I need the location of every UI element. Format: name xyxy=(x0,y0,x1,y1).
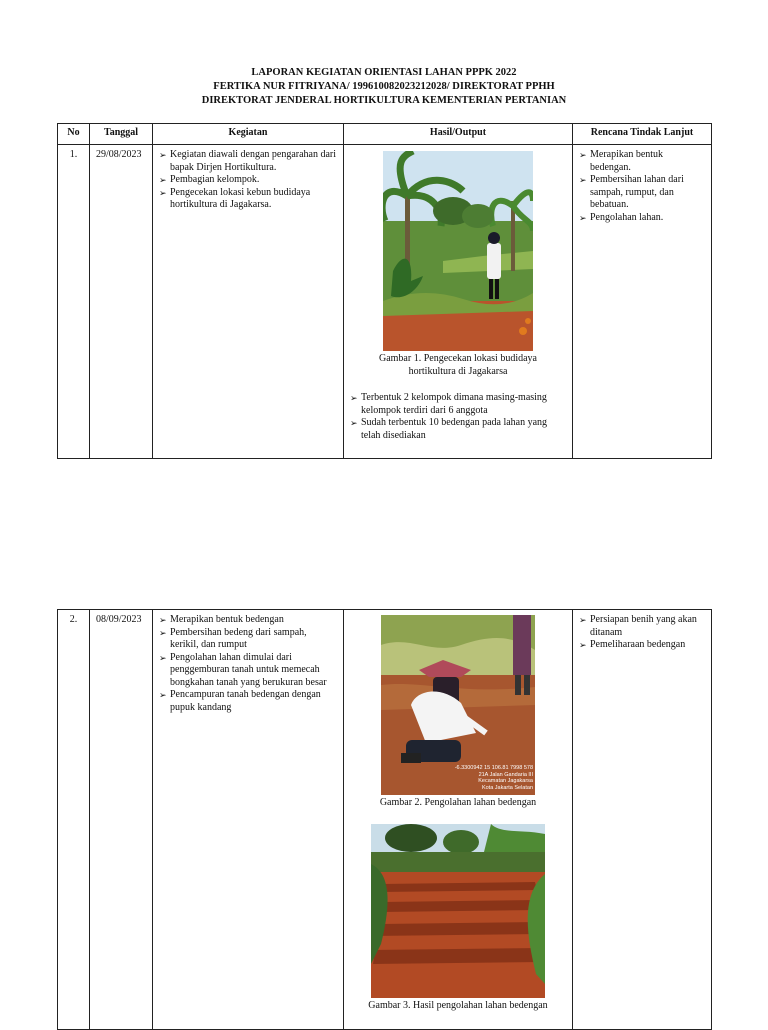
photo-tillage-frame xyxy=(381,615,535,795)
col-header-no: No xyxy=(58,124,90,145)
geotag-coords: -6.3300942 15 106.81 7998 578 xyxy=(454,765,533,771)
col-header-hasil: Hasil/Output xyxy=(344,124,573,145)
row-rencana xyxy=(573,610,712,1030)
geotag-street: 21A Jalan Gandaria III xyxy=(478,771,533,778)
table-row xyxy=(58,610,712,1030)
report-directorate: DIREKTORAT JENDERAL HORTIKULTURA KEMENTERIAN PERTANIAN xyxy=(201,95,567,106)
table-row xyxy=(58,145,712,459)
list-item: ➢ Pembagian kelompok. xyxy=(159,174,337,187)
report-table-page1 xyxy=(57,123,712,459)
geotag-district: Kecamatan Jagakarsa xyxy=(478,778,533,784)
photo-field-check xyxy=(383,151,533,351)
list-item: ➢ Pemeliharaan bedengan xyxy=(579,639,705,652)
list-item: ➢ Terbentuk 2 kelompok dimana masing-masing kelompok terdiri dari 6 anggota xyxy=(350,392,566,417)
list-item: ➢ Pengolahan lahan dimulai dari penggemburan tanah untuk memecah bongkahan tanah yang berukuran besar xyxy=(159,652,337,690)
row-hasil xyxy=(344,610,573,1030)
row-kegiatan xyxy=(153,145,344,459)
photo-caption: Gambar 3. Hasil pengolahan lahan bedengan xyxy=(368,999,548,1011)
geotag-city: Kota Jakarta Selatan xyxy=(481,784,533,791)
col-header-kegiatan: Kegiatan xyxy=(153,124,344,145)
list-item: ➢ Persiapan benih yang akan ditanam xyxy=(579,614,705,639)
photo-caption: Gambar 1. Pengecekan lokasi budidaya hortikultura di Jagakarsa xyxy=(378,353,537,377)
photo-caption: Gambar 2. Pengolahan lahan bedengan xyxy=(379,797,537,808)
report-author: FERTIKA NUR FITRIYANA/ 199610082023212028/ DIREKTORAT PPHH xyxy=(213,81,555,92)
list-item: ➢ Pembersihan bedeng dari sampah, kerikil, dan rumput xyxy=(159,627,337,652)
report-table-page2 xyxy=(57,609,712,1030)
row-rencana xyxy=(573,145,712,459)
report-header xyxy=(0,66,768,108)
list-item: ➢ Pencampuran tanah bedengan dengan pupuk kandang xyxy=(159,689,337,714)
table-header-row xyxy=(58,124,712,145)
list-item: ➢ Kegiatan diawali dengan pengarahan dari bapak Dirjen Hortikultura. xyxy=(159,149,337,174)
report-title: LAPORAN KEGIATAN ORIENTASI LAHAN PPPK 2022 xyxy=(251,67,517,78)
list-item: ➢ Pengecekan lokasi kebun budidaya hortikultura di Jagakarsa. xyxy=(159,187,337,212)
row-no: 2. xyxy=(58,610,90,1030)
photo-geotag-overlay xyxy=(455,765,533,791)
list-item: ➢ Merapikan bentuk bedengan xyxy=(159,614,337,627)
row-hasil xyxy=(344,145,573,459)
row-kegiatan xyxy=(153,610,344,1030)
list-item: ➢ Pengolahan lahan. xyxy=(579,212,705,225)
list-item: ➢ Pembersihan lahan dari sampah, rumput, dan bebatuan. xyxy=(579,174,705,212)
row-no: 1. xyxy=(58,145,90,459)
col-header-rencana: Rencana Tindak Lanjut xyxy=(573,124,712,145)
row-tanggal: 08/09/2023 xyxy=(90,610,153,1030)
list-item: ➢ Sudah terbentuk 10 bedengan pada lahan yang telah disediakan xyxy=(350,417,566,442)
photo-beds-result xyxy=(371,824,545,998)
row-tanggal: 29/08/2023 xyxy=(90,145,153,459)
list-item: ➢ Merapikan bentuk bedengan. xyxy=(579,149,705,174)
col-header-tanggal: Tanggal xyxy=(90,124,153,145)
